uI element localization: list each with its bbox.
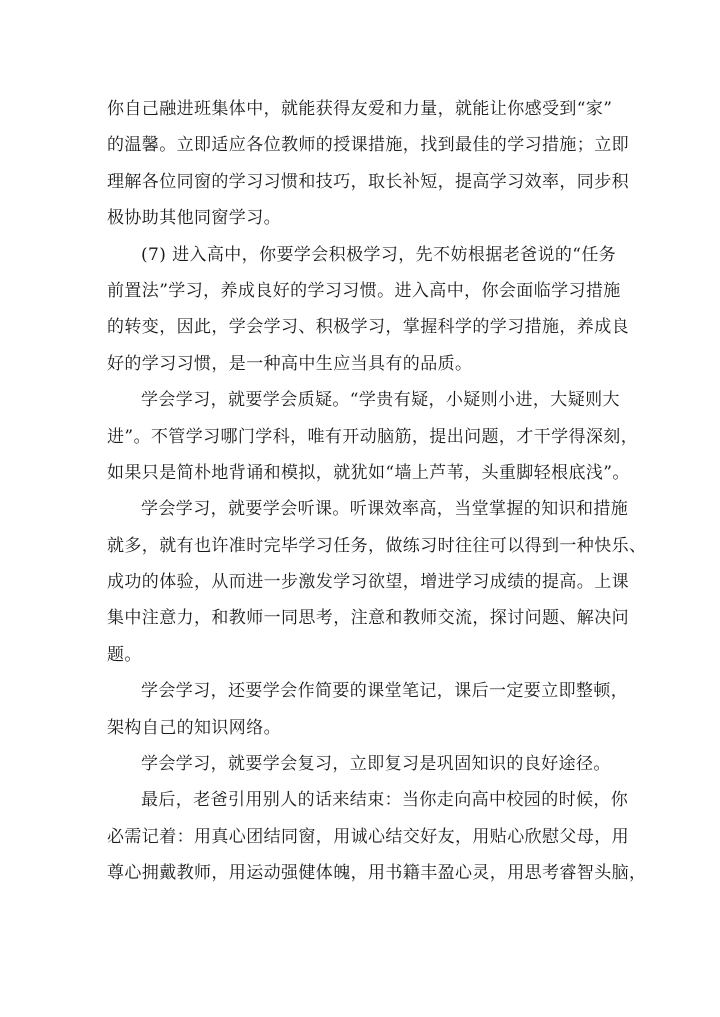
text-line: 学会学习，就要学会复习，立即复习是巩固知识的良好途径。 (141, 754, 611, 775)
text-line: 好的学习习惯，是一种高中生应当具有的品质。 (107, 353, 473, 374)
text-line: 学会学习，还要学会作简要的课堂笔记，课后一定要立即整顿， (141, 681, 629, 702)
text-line: 你自己融进班集体中，就能获得友爱和力量，就能让你感受到“家” (107, 99, 613, 119)
text-line: 的转变，因此，学会学习、积极学习，掌握科学的学习措施，养成良 (107, 317, 629, 338)
text-line: 必需记着：用真心团结同窗，用诚心结交好友，用贴心欣慰父母，用 (107, 826, 629, 847)
paragraph (107, 237, 629, 383)
text-line: 前置法”学习，养成良好的学习习惯。进入高中，你会面临学习措施 (107, 280, 621, 301)
document-body (107, 91, 647, 892)
text-line: 的温馨。立即适应各位教师的授课措施，找到最佳的学习措施；立即 (107, 135, 629, 156)
paragraph (107, 782, 647, 891)
text-line: 成功的体验，从而进一步激发学习欲望，增进学习成绩的提高。上课 (107, 572, 629, 593)
text-line: 进”。不管学习哪门学科，唯有开动脑筋，提出问题，才干学得深刻， (107, 426, 639, 447)
text-line: 尊心拥戴教师，用运动强健体魄，用书籍丰盈心灵，用思考睿智头脑， (107, 863, 647, 884)
text-line: 题。 (107, 644, 142, 665)
paragraph (107, 673, 629, 746)
text-line: 极协助其他同窗学习。 (107, 208, 281, 229)
text-line: 就多，就有也许准时完毕学习任务，做练习时往往可以得到一种快乐、 (107, 535, 647, 556)
text-line: (7) 进入高中，你要学会积极学习，先不妨根据老爸说的“任务 (141, 244, 617, 265)
paragraph (107, 91, 629, 237)
text-line: 最后，老爸引用别人的话来结束：当你走向高中校园的时候，你 (141, 790, 629, 811)
text-line: 架构自己的知识网络。 (107, 717, 281, 738)
paragraph (107, 746, 617, 782)
text-line: 理解各位同窗的学习习惯和技巧，取长补短，提高学习效率，同步积 (107, 171, 629, 192)
text-line: 集中注意力，和教师一同思考，注意和教师交流，探讨问题、解决问 (107, 608, 629, 629)
text-line: 学会学习，就要学会质疑。“学贵有疑，小疑则小进，大疑则大 (141, 390, 620, 411)
paragraph (107, 491, 647, 673)
text-line: 学会学习，就要学会听课。听课效率高，当堂掌握的知识和措施 (141, 499, 629, 520)
text-line: 如果只是简朴地背诵和模拟，就犹如“墙上芦苇，头重脚轻根底浅”。 (107, 462, 630, 483)
paragraph (107, 382, 639, 491)
